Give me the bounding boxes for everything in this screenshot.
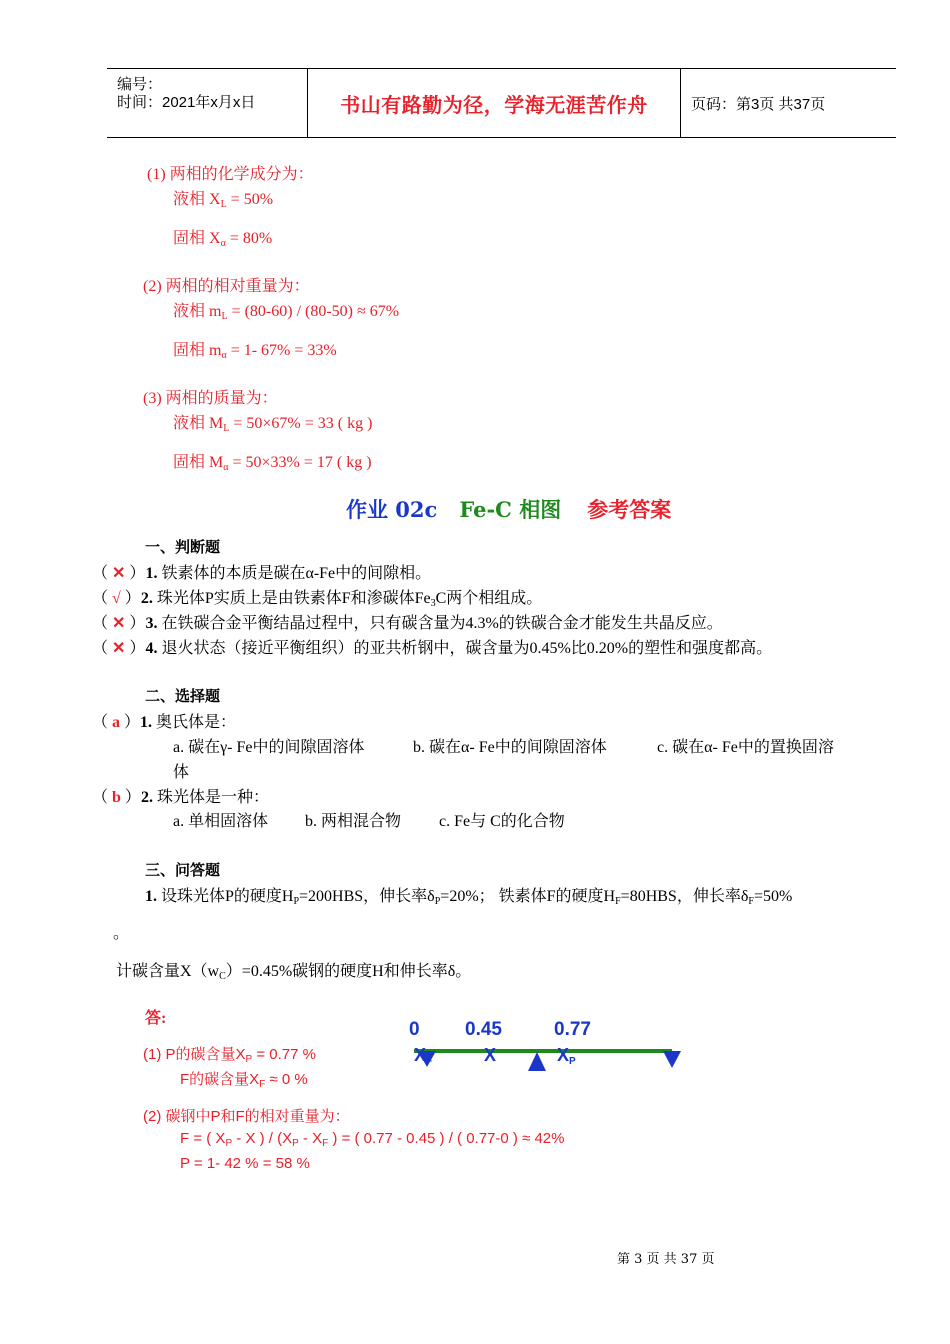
- judge-item-1: （ ✕ ）1. 铁素体的本质是碳在α-Fe中的间隙相。: [92, 565, 432, 582]
- qa-question-line1: 1. 设珠光体P的硬度$H_P=200HBS$，伸长率$\delta_P=20\%$； 铁素体F的硬度$H_F=80HBS$，伸长率$\delta_F=50\%$: [145, 888, 793, 907]
- lever-marker-xp: [528, 1052, 546, 1071]
- q2-solid: 固相 $m_\alpha = 1-$ 67% = 33%: [173, 342, 337, 361]
- page-info: 页码：第3页 共37页: [691, 95, 826, 113]
- qa-question-line3: 计碳含量$X(w_C)=0.45\%$碳钢的硬度H和伸长率δ。: [116, 963, 472, 982]
- choice-q2-stem: （ b ）2. 珠光体是一种：: [92, 789, 269, 806]
- number-label: 编号：: [117, 76, 163, 93]
- lever-diagram: [400, 1040, 700, 1076]
- answer-2-line2: P = 1- 42 % = 58 %: [180, 1155, 310, 1172]
- answer-1-line1: (1) P的碳含量$X_P = 0.77$ %: [143, 1046, 316, 1065]
- q2-title: (2) 两相的相对重量为：: [143, 278, 310, 295]
- q3-liquid: 液相 $M_L = 50\times 67\% = 33$ ( kg ): [173, 415, 373, 434]
- judge-item-4: （ ✕ ）4. 退火状态（接近平衡组织）的亚共析钢中，碳含量为0.45%比0.20%的塑性和强度都高。: [92, 640, 773, 657]
- q2-liquid: 液相 $m_L = (80-60) / (80-50) \approx 67\%$: [173, 303, 400, 322]
- q1-solid: 固相 $X_\alpha = 80\%$: [173, 230, 273, 249]
- qa-question-line2: 。: [113, 925, 130, 942]
- choice-q2-opt-a: a. 单相固溶体: [173, 813, 269, 830]
- answer-2-title: (2) 碳钢中P和F的相对重量为：: [143, 1108, 350, 1125]
- page-footer: 第 3 页 共 37 页: [617, 1252, 715, 1267]
- lever-tick-0: 0: [409, 1019, 420, 1040]
- answer-2-line1: F = ( $X_P$ - X ) / ($X_P - X_F$ ) = ( 0.77 - 0.45 ) / ( 0.77-0 ) ≈ 42%: [180, 1130, 565, 1149]
- choice-q1-opt-c-wrap: 体: [173, 764, 190, 781]
- q1-liquid: 液相 $X_L = 50\%$: [173, 191, 274, 210]
- qa-heading: 三、问答题: [145, 861, 221, 879]
- judge-item-2: （ √ ）2. 珠光体P实质上是由铁素体F和渗碳体$Fe_3C$两个相组成。: [92, 590, 543, 609]
- answer-label: 答:: [145, 1010, 167, 1027]
- judge-item-3: （ ✕ ）3. 在铁碳合金平衡结晶过程中，只有碳含量为4.3%的铁碳合金才能发生共晶反应。: [92, 615, 723, 632]
- q1-title: (1) 两相的化学成分为：: [147, 166, 314, 183]
- date-label: 时间：2021年x月x日: [117, 94, 256, 111]
- choice-q2-opt-b: b. 两相混合物: [305, 813, 402, 830]
- lever-bar: [414, 1049, 672, 1053]
- lever-tick-077: 0.77: [554, 1019, 591, 1040]
- choice-heading: 二、选择题: [145, 687, 221, 705]
- header-left-cell: [107, 69, 308, 137]
- homework-title: 作业 02c Fe-C 相图 参考答案: [346, 497, 672, 522]
- q3-title: (3) 两相的质量为：: [143, 390, 278, 407]
- answer-1-line2: F的碳含量$X_F \approx 0$ %: [180, 1071, 308, 1090]
- choice-q1-opt-b: b. 碳在α- Fe中的间隙固溶体: [413, 739, 607, 756]
- choice-q1-stem: （ a ）1. 奥氏体是：: [92, 714, 237, 731]
- choice-q2-opt-c: c. Fe与 C的化合物: [439, 813, 565, 830]
- lever-marker-end: [663, 1051, 681, 1068]
- choice-q1-opt-c: c. 碳在α- Fe中的置换固溶: [657, 739, 834, 756]
- q3-solid: 固相 $M_\alpha = 50\times 33\% = 17$ ( kg ): [173, 454, 372, 473]
- page-header: [107, 68, 896, 138]
- lever-tick-045: 0.45: [465, 1019, 502, 1040]
- motto: 书山有路勤为径，学海无涯苦作舟: [340, 92, 648, 117]
- header-right-cell: [681, 69, 896, 137]
- lever-label-xf: $X_F$: [414, 1045, 433, 1067]
- lever-label-x: X: [484, 1045, 497, 1065]
- lever-label-xp: $X_P$: [557, 1045, 576, 1067]
- header-center-cell: [308, 69, 681, 137]
- choice-q1-opt-a: a. 碳在γ- Fe中的间隙固溶体: [173, 739, 365, 756]
- judge-heading: 一、判断题: [145, 538, 221, 556]
